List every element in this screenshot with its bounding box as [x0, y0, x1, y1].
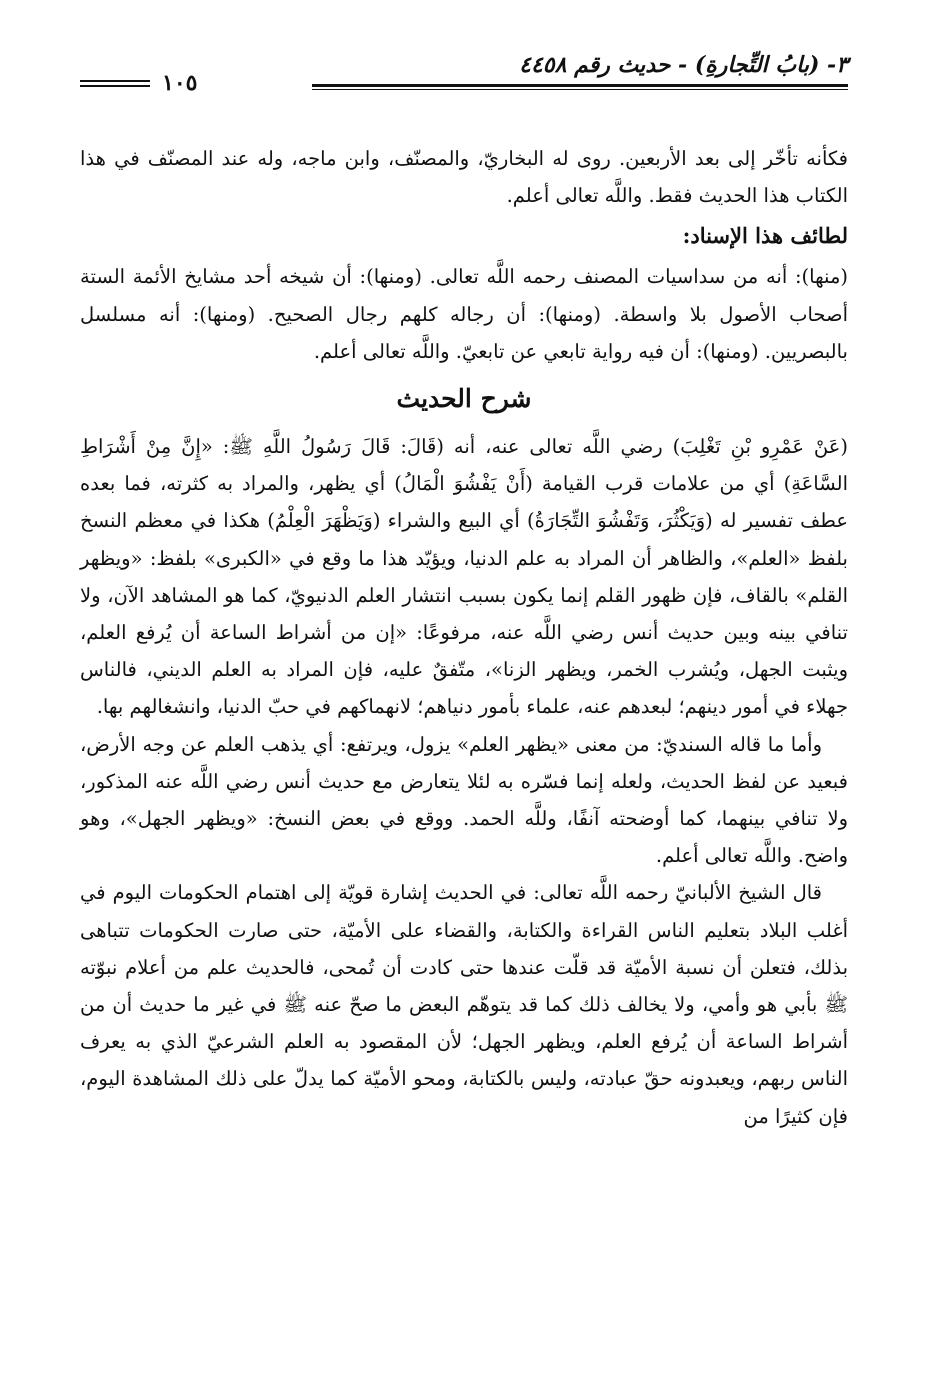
intro-paragraph: فكأنه تأخّر إلى بعد الأربعين. روى له البخاريّ، والمصنّف، وابن ماجه، وله عند المصنّف في هذا الكتاب هذا الحديث فقط. واللَّه تعالى أعلم. — [80, 147, 848, 208]
lataif-paragraph: (منها): أنه من سداسيات المصنف رحمه اللَّه تعالى. (ومنها): أن شيخه أحد مشايخ الأئمة الستة أصحاب الأصول بلا واسطة. (ومنها): أن رجاله كلهم رجال الصحيح. (ومنها): أنه مسلسل بالبصريين. (ومنها): أن فيه رواية تابعي عن تابعيّ. واللَّه تعالى أعلم. — [80, 265, 848, 363]
page-number-rule — [80, 80, 150, 87]
sharh-paragraph-2: وأما ما قاله السنديّ: من معنى «يظهر العلم» يزول، ويرتفع: أي يذهب العلم عن وجه الأرض، فبعيد عن لفظ الحديث، ولعله إنما فسّره به لئلا يتعارض مع حديث أنس رضي اللَّه عنه المذكور، ولا تنافي بينهما، كما أوضحته آنفًا، وللَّه الحمد. ووقع في بعض النسخ: «ويظهر الجهل»، وهو واضح. واللَّه تعالى أعلم. — [80, 732, 848, 868]
sharh-paragraph-1: (عَنْ عَمْرِو بْنِ تَغْلِبَ) رضي اللَّه تعالى عنه، أنه (قَالَ: قَالَ رَسُولُ اللَّهِ ﷺ: «إِنَّ مِنْ أَشْرَاطِ السَّاعَةِ) أي من علامات قرب القيامة (أَنْ يَفْشُوَ الْمَالُ) أي يظهر، والمراد به كثرته، فما بعده عطف تفسير له (وَيَكْثُرَ، وَتَفْشُوَ التِّجَارَةُ) أي البيع والشراء (وَيَظْهَرَ الْعِلْمُ) هكذا في معظم النسخ بلفظ «العلم»، والظاهر أن المراد به علم الدنيا، ويؤيّد هذا ما وقع في «الكبرى» بلفظ: «ويظهر القلم» بالقاف، فإن ظهور القلم إنما يكون بسبب انتشار العلم الدنيويّ، كما هو المشاهد الآن، ولا تنافي بينه وبين حديث أنس رضي اللَّه عنه، مرفوعًا: «إن من أشراط الساعة أن يُرفع العلم، ويثبت الجهل، ويُشرب الخمر، ويظهر الزنا»، متّفقٌ عليه، فإن المراد به العلم الديني، فالناس جهلاء في أمور دينهم؛ لبعدهم عنه، علماء بأمور دنياهم؛ لانهماكهم في حبّ الدنيا، وانشغالهم بها. — [80, 435, 848, 719]
header-rule — [312, 84, 848, 90]
lataif-heading: لطائف هذا الإسناد: — [682, 223, 848, 249]
document-page — [80, 52, 848, 1135]
chapter-title: ٣- (بابُ التِّجارةِ) - حديث رقم ٤٤٥٨ — [519, 52, 848, 78]
page-number: ١٠٥ — [162, 70, 198, 96]
running-header — [80, 52, 848, 96]
sharh-paragraph-3: قال الشيخ الألبانيّ رحمه اللَّه تعالى: في الحديث إشارة قويّة إلى اهتمام الحكومات اليوم في أغلب البلاد بتعليم الناس القراءة والكتابة، والقضاء على الأميّة، حتى صارت الحكومات تتباهى بذلك، فتعلن أن نسبة الأميّة قد قلّت عندها حتى كادت أن تُمحى، فالحديث علم من أعلام نبوّته ﷺ بأبي هو وأمي، ولا يخالف ذلك كما قد يتوهّم البعض ما صحّ عنه ﷺ في غير ما حديث أن من أشراط الساعة أن يُرفع العلم، ويظهر الجهل؛ لأن المقصود به العلم الشرعيّ الذي به يعرف الناس ربهم، ويعبدونه حقّ عبادته، وليس بالكتابة، ومحو الأميّة كما يدلّ على ذلك المشاهدة اليوم، فإن كثيرًا من — [80, 881, 848, 1128]
sharh-heading: شرح الحديث — [396, 384, 532, 414]
